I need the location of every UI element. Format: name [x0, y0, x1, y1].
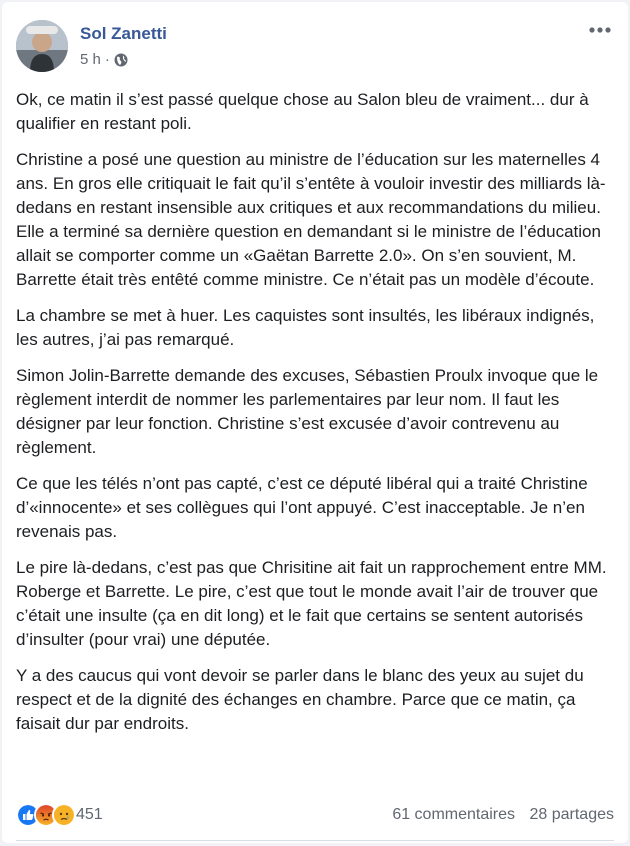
- post-card: [2, 2, 628, 843]
- post-timestamp[interactable]: 5 h: [80, 51, 101, 68]
- meta-separator: ·: [104, 51, 110, 68]
- post-body: [16, 88, 620, 748]
- post-paragraph: La chambre se met à huer. Les caquistes sont insultés, les libéraux indignés, les autres, j’ai pas remarqué.: [16, 306, 595, 349]
- post-paragraph: Ok, ce matin il s’est passé quelque chose au Salon bleu de vraiment... dur à qualifier en restant poli.: [16, 90, 589, 133]
- post-paragraph: Le pire là-dedans, c’est pas que Chrisitine ait fait un rapprochement entre MM. Roberge et Barrette. Le pire, c’est que tout le monde avait l’air de trouver que c’était une insulte (ça en dit long) et le fait que certains se sentent autorisés d’insulter (pour vrai) une députée.: [16, 558, 607, 649]
- post-meta: [80, 51, 128, 68]
- reaction-icons: [16, 803, 70, 827]
- shares-count-link[interactable]: 28 partages: [529, 806, 614, 823]
- post-paragraph: Ce que les télés n’ont pas capté, c’est ce député libéral qui a traité Christine d’«innocente» et ses collègues qui l’ont appuyé. C’est inacceptable. Je n’en revenais pas.: [16, 474, 588, 541]
- globe-icon: [114, 53, 128, 67]
- post-footer: [16, 802, 614, 828]
- post-paragraph: Simon Jolin-Barrette demande des excuses, Sébastien Proulx invoque que le règlement interdit de nommer les parlementaires par leur nom. Il faut les désigner par leur fonction. Christine s’est excusée d’avoir contrevenu au règlement.: [16, 366, 599, 457]
- divider: [16, 840, 614, 841]
- reaction-count: 451: [76, 806, 103, 823]
- avatar[interactable]: [16, 20, 68, 72]
- reactions-summary[interactable]: [16, 803, 103, 827]
- post-paragraph: Christine a posé une question au ministre de l’éducation sur les maternelles 4 ans. En gros elle critiquait le fait qu’il s’entête à vouloir investir des milliards là-dedans en restant insensible aux critiques et aux recommandations du milieu. Elle a terminé sa dernière question en demandant si le ministre de l’éducation allait se comporter comme un «Gaëtan Barrette 2.0». On s’en souvient, M. Barrette était très entêté comme ministre. Ce n’était pas un modèle d’écoute.: [16, 150, 606, 289]
- post-paragraph: Y a des caucus qui vont devoir se parler dans le blanc des yeux au sujet du respect et de la dignité des échanges en chambre. Parce que ce matin, ça faisait dur par endroits.: [16, 666, 584, 733]
- more-options-icon[interactable]: [586, 22, 614, 38]
- author-name[interactable]: Sol Zanetti: [80, 24, 167, 43]
- comments-count-link[interactable]: 61 commentaires: [392, 806, 516, 823]
- post-header: [16, 20, 614, 74]
- engagement-counts: [382, 806, 614, 824]
- sad-icon: [52, 803, 76, 827]
